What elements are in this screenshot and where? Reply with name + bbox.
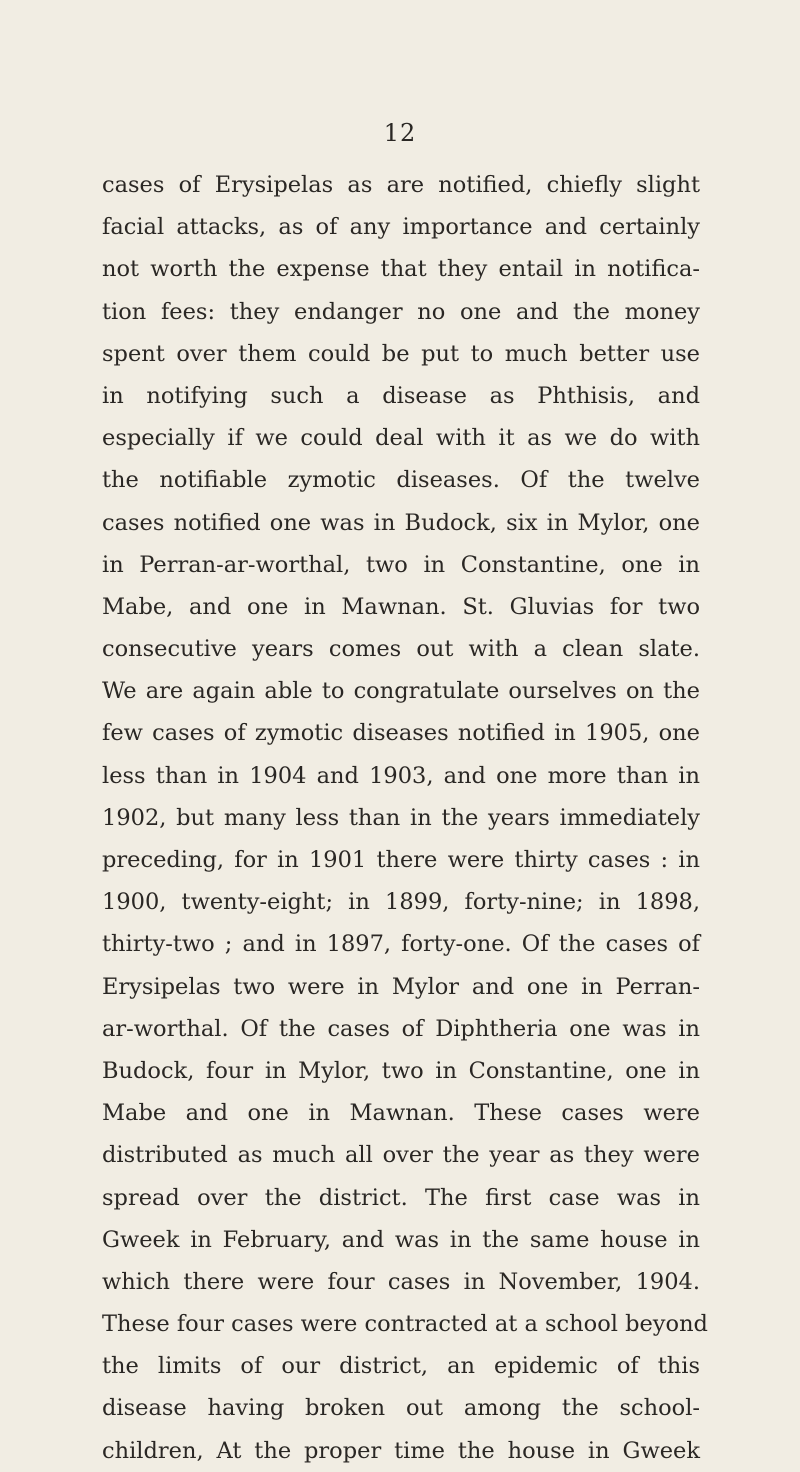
text-line: Mabe, and one in Mawnan. St. Gluvias for two (102, 593, 700, 620)
text-line: the limits of our district, an epidemic of this (102, 1353, 700, 1380)
text-line: cases notified one was in Budock, six in Mylor, one (102, 509, 700, 536)
text-line: less than in 1904 and 1903, and one more than in (102, 762, 700, 789)
text-line: 1900, twenty-eight; in 1899, forty-nine; in 1898, (102, 889, 700, 916)
text-line: We are again able to congratulate ourselves on the (102, 678, 700, 705)
text-line: These four cases were contracted at a school beyond (102, 1311, 708, 1338)
page-number: 12 (383, 119, 417, 147)
text-line: which there were four cases in November, 1904. (102, 1268, 700, 1295)
text-line: spread over the district. The first case was in (102, 1184, 700, 1211)
text-line: 1902, but many less than in the years immediately (102, 804, 700, 831)
text-line: children, At the proper time the house in Gweek (102, 1437, 700, 1464)
text-line: Erysipelas two were in Mylor and one in Perran- (102, 973, 700, 1000)
text-line: not worth the expense that they entail in notifica- (102, 256, 700, 283)
text-line: spent over them could be put to much better use (102, 340, 700, 367)
text-line: Mabe and one in Mawnan. These cases were (102, 1100, 700, 1127)
text-line: Gweek in February, and was in the same house in (102, 1226, 700, 1253)
text-line: cases of Erysipelas as are notified, chiefly slight (102, 172, 700, 198)
text-line: ar-worthal. Of the cases of Diphtheria one was in (102, 1015, 700, 1042)
body-paragraph (102, 164, 708, 1472)
text-line: consecutive years comes out with a clean slate. (102, 636, 700, 663)
text-line: thirty-two ; and in 1897, forty-one. Of the cases of (102, 931, 700, 958)
text-line: tion fees: they endanger no one and the money (102, 298, 700, 325)
text-line: few cases of zymotic diseases notified in 1905, one (102, 720, 700, 747)
text-line: in notifying such a disease as Phthisis, and (102, 382, 700, 409)
text-line: Budock, four in Mylor, two in Constantine, one in (102, 1057, 700, 1084)
text-line: facial attacks, as of any importance and certainly (102, 214, 700, 241)
text-line: distributed as much all over the year as they were (102, 1142, 700, 1169)
text-line: disease having broken out among the school- (102, 1395, 700, 1422)
text-line: the notifiable zymotic diseases. Of the twelve (102, 467, 700, 494)
text-line: especially if we could deal with it as we do with (102, 425, 700, 452)
text-line: preceding, for in 1901 there were thirty cases : in (102, 847, 700, 873)
text-line: in Perran-ar-worthal, two in Constantine, one in (102, 551, 700, 578)
